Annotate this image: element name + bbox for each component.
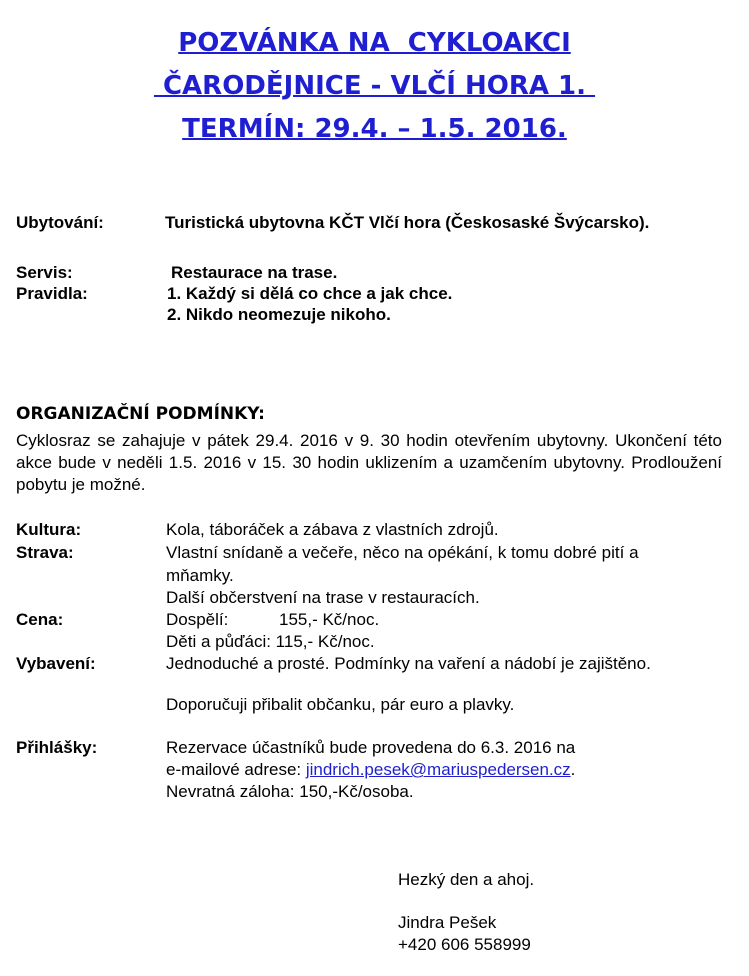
title-line-2: ČARODĚJNICE - VLČÍ HORA 1. xyxy=(153,71,596,101)
signature-phone: +420 606 558999 xyxy=(398,935,531,954)
vybaveni-value: Jednoduché a prosté. Podmínky na vaření a nádobí je zajištěno. xyxy=(166,654,651,673)
cena-deti: Děti a půďáci: 115,- Kč/noc. xyxy=(166,632,375,651)
ubytovani-label: Ubytování: xyxy=(16,213,104,232)
organizace-heading: ORGANIZAČNÍ PODMÍNKY: xyxy=(16,404,265,424)
strava-line-2: mňamky. xyxy=(166,566,234,585)
cena-dospeli-label: Dospělí: xyxy=(166,610,229,629)
organizace-paragraph: Cyklosraz se zahajuje v pátek 29.4. 2016 v 9. 30 hodin otevřením ubytovny. Ukončení této akce bude v neděli 1.5. 2016 v 15. 30 hodin uklizením a uzamčením ubytovny. Prodloužení pobytu je možné. xyxy=(16,431,722,494)
cena-label: Cena: xyxy=(16,610,64,629)
ubytovani-value: Turistická ubytovna KČT Vlčí hora (Českosaské Švýcarsko). xyxy=(165,213,650,232)
doporuceni-text: Doporučuji přibalit občanku, pár euro a plavky. xyxy=(166,695,515,714)
signature-greeting: Hezký den a ahoj. xyxy=(398,870,535,889)
cena-dospeli-value: 155,- Kč/noc. xyxy=(279,610,380,629)
pravidla-label: Pravidla: xyxy=(16,284,88,303)
invitation-title xyxy=(0,22,749,151)
servis-label: Servis: xyxy=(16,263,73,282)
title-line-1: POZVÁNKA NA CYKLOAKCI xyxy=(178,28,571,58)
email-link[interactable]: jindrich.pesek@mariuspedersen.cz xyxy=(305,760,571,779)
strava-line-3: Další občerstvení na trase v restauracích. xyxy=(166,588,480,607)
pravidla-rule-1: 1. Každý si dělá co chce a jak chce. xyxy=(167,284,453,303)
prihlasky-line-1: Rezervace účastníků bude provedena do 6.3. 2016 na xyxy=(166,738,576,757)
pravidla-rule-2: 2. Nikdo neomezuje nikoho. xyxy=(167,305,391,324)
title-line-3: TERMÍN: 29.4. – 1.5. 2016. xyxy=(182,114,567,144)
strava-label: Strava: xyxy=(16,543,74,562)
prihlasky-line-3: Nevratná záloha: 150,-Kč/osoba. xyxy=(166,782,414,801)
servis-value: Restaurace na trase. xyxy=(171,263,338,282)
strava-line-1: Vlastní snídaně a večeře, něco na opékání, k tomu dobré pití a xyxy=(166,543,639,562)
kultura-value: Kola, táboráček a zábava z vlastních zdrojů. xyxy=(166,520,499,539)
prihlasky-label: Přihlášky: xyxy=(16,738,98,757)
email-suffix: . xyxy=(570,760,576,779)
signature-name: Jindra Pešek xyxy=(398,913,497,932)
kultura-label: Kultura: xyxy=(16,520,82,539)
vybaveni-label: Vybavení: xyxy=(16,654,96,673)
prihlasky-line-2 xyxy=(166,759,575,780)
email-prefix: e-mailové adrese: xyxy=(166,760,306,779)
